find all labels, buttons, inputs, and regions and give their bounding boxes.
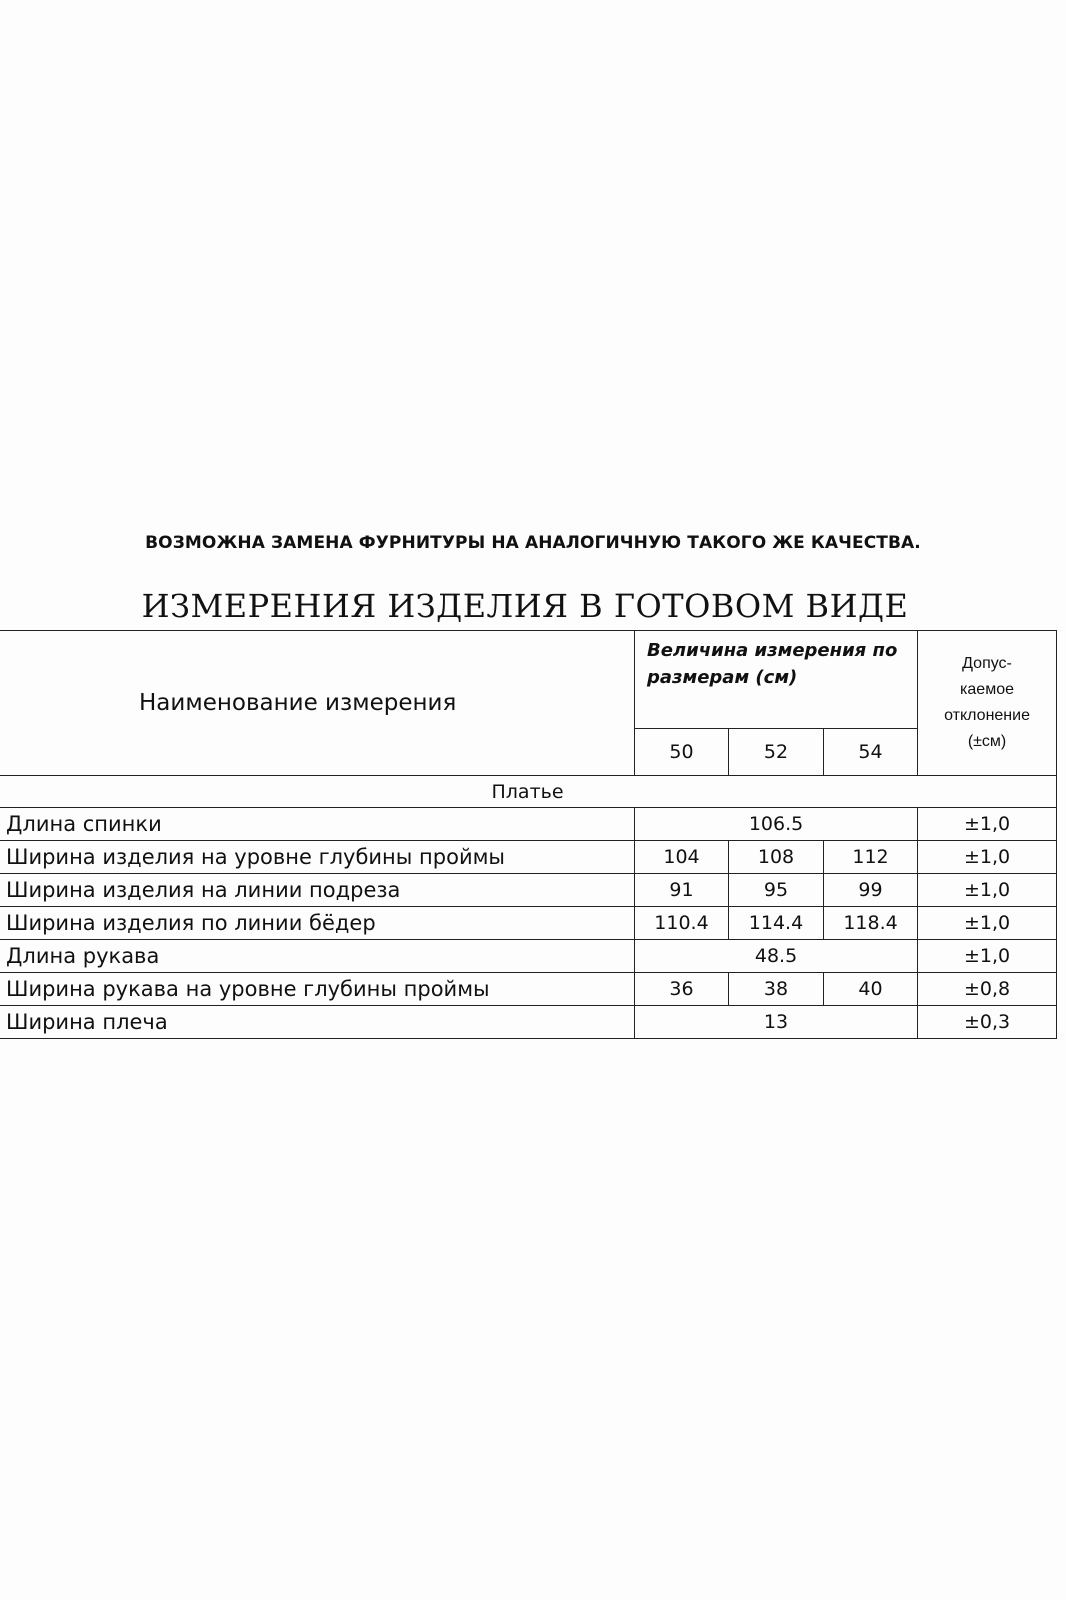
tolerance-value: ±1,0 <box>918 907 1057 940</box>
header-size-50: 50 <box>635 729 729 776</box>
measurement-name: Ширина плеча <box>0 1006 635 1039</box>
measurement-table <box>0 630 1057 1039</box>
measurement-name: Длина спинки <box>0 808 635 841</box>
measurement-value: 91 <box>635 874 729 907</box>
header-measurement-name: Наименование измерения <box>0 631 635 776</box>
table-row <box>0 841 1057 874</box>
measurement-value: 106.5 <box>635 808 918 841</box>
section-row <box>0 776 1057 808</box>
table-row <box>0 907 1057 940</box>
header-tolerance <box>918 631 1057 776</box>
tolerance-value: ±1,0 <box>918 808 1057 841</box>
table-row <box>0 940 1057 973</box>
measurement-name: Ширина изделия по линии бёдер <box>0 907 635 940</box>
measurement-value: 112 <box>824 841 918 874</box>
tolerance-value: ±1,0 <box>918 841 1057 874</box>
measurement-value: 118.4 <box>824 907 918 940</box>
measurement-value: 95 <box>729 874 824 907</box>
tolerance-header-line: каемое <box>960 681 1014 698</box>
table-row <box>0 874 1057 907</box>
tolerance-header-line: (±см) <box>967 733 1007 750</box>
measurement-name: Ширина рукава на уровне глубины проймы <box>0 973 635 1006</box>
table-row <box>0 808 1057 841</box>
measurement-value: 108 <box>729 841 824 874</box>
measurement-value: 40 <box>824 973 918 1006</box>
tolerance-header-line: отклонение <box>944 707 1030 724</box>
measurement-value: 110.4 <box>635 907 729 940</box>
measurement-value: 38 <box>729 973 824 1006</box>
table-row <box>0 973 1057 1006</box>
measurement-value: 13 <box>635 1006 918 1039</box>
tolerance-value: ±0,8 <box>918 973 1057 1006</box>
header-size-52: 52 <box>729 729 824 776</box>
measurement-value: 104 <box>635 841 729 874</box>
measurement-name: Длина рукава <box>0 940 635 973</box>
tolerance-value: ±1,0 <box>918 940 1057 973</box>
replacement-note: ВОЗМОЖНА ЗАМЕНА ФУРНИТУРЫ НА АНАЛОГИЧНУЮ ТАКОГО ЖЕ КАЧЕСТВА. <box>145 533 921 553</box>
tolerance-value: ±1,0 <box>918 874 1057 907</box>
tolerance-header-line: Допус- <box>962 655 1012 672</box>
tolerance-value: ±0,3 <box>918 1006 1057 1039</box>
measurement-value: 36 <box>635 973 729 1006</box>
header-size-54: 54 <box>824 729 918 776</box>
section-label: Платье <box>0 776 1057 808</box>
measurement-value: 48.5 <box>635 940 918 973</box>
measurement-name: Ширина изделия на уровне глубины проймы <box>0 841 635 874</box>
measurement-name: Ширина изделия на линии подреза <box>0 874 635 907</box>
measurement-value: 114.4 <box>729 907 824 940</box>
table-row <box>0 1006 1057 1039</box>
header-size-values: Величина измерения по размерам (см) <box>635 631 918 729</box>
page-title: ИЗМЕРЕНИЯ ИЗДЕЛИЯ В ГОТОВОМ ВИДЕ <box>141 587 909 625</box>
measurement-value: 99 <box>824 874 918 907</box>
